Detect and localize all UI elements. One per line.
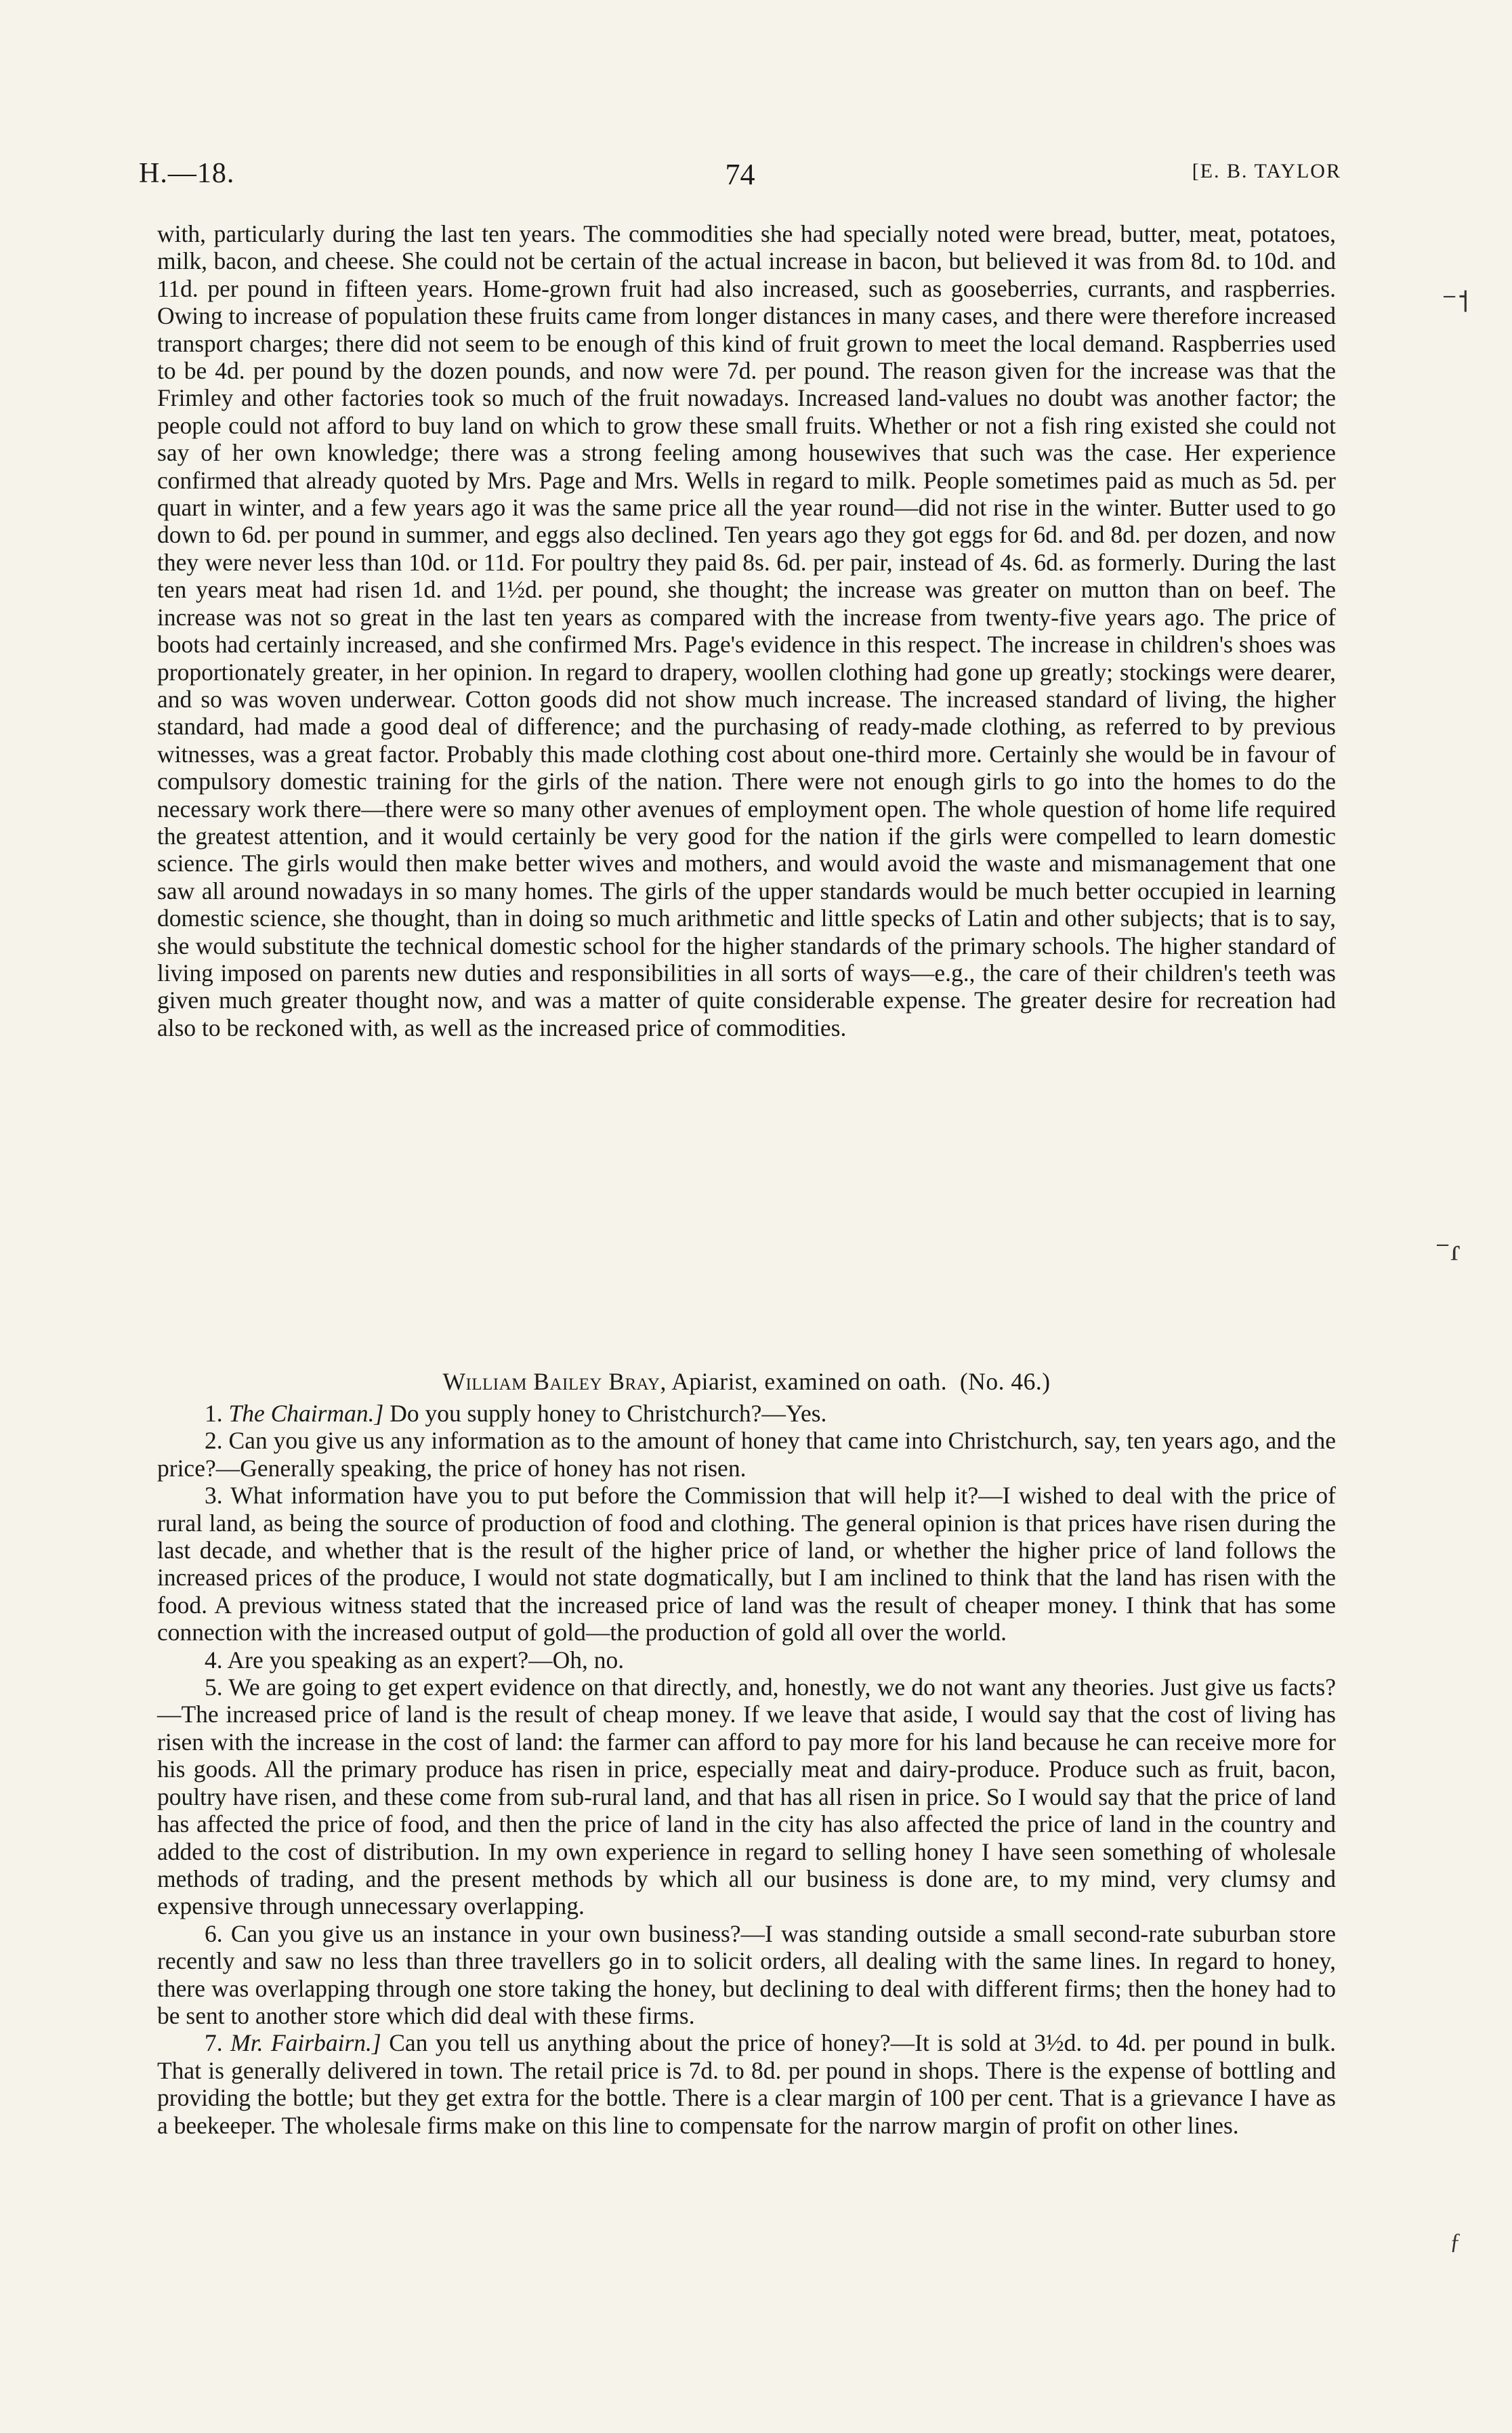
witness-running-head: [E. B. TAYLOR [1192,160,1341,182]
qa-text: Do you supply honey to Christchurch?—Yes. [383,1400,827,1427]
question-number: 2. [205,1427,223,1455]
paper-reference: H.—18. [139,158,235,189]
witness-name: William Bailey Bray [442,1368,660,1395]
witness-description: , Apiarist, examined on oath. [660,1368,948,1395]
question-number: 3. [205,1482,223,1510]
page-header [139,157,1341,198]
intro-paragraph: with, particularly during the last ten years. The commodities she had specially noted were bread, butter, meat, potatoes, milk, bacon, and cheese. She could not be certain of the actual increase in bacon, but believed it was from 8d. to 10d. and 11d. per pound in fifteen years. Home-grown fruit had also increased, such as gooseberries, currants, and raspberries. Owing to increase of population these fruits came from longer distances in many cases, and there were therefore increased transport charges; there did not seem to be enough of this kind of fruit grown to meet the local demand. Raspberries used to be 4d. per pound by the dozen pounds, and now were 7d. per pound. The reason given for the increase was that the Frimley and other factories took so much of the fruit nowadays. Increased land-values no doubt was another factor; the people could not afford to buy land on which to grow these small fruits. Whether or not a fish ring existed she could not say of her own knowledge; there was a strong feeling among housewives that such was the case. Her experience confirmed that already quoted by Mrs. Page and Mrs. Wells in regard to milk. People sometimes paid as much as 5d. per quart in winter, and a few years ago it was the same price all the year round—did not rise in the winter. Butter used to go down to 6d. per pound in summer, and eggs also declined. Ten years ago they got eggs for 6d. and 8d. per dozen, and now they were never less than 10d. or 11d. For poultry they paid 8s. 6d. per pair, instead of 4s. 6d. as formerly. During the last ten years meat had risen 1d. and 1½d. per pound, she thought; the increase was greater on mutton than on beef. The increase was not so great in the last ten years as compared with the increase from twenty-five years ago. The price of boots had certainly increased, and she confirmed Mrs. Page's evidence in this respect. The increase in children's shoes was proportionately greater, in her opinion. In regard to drapery, woollen clothing had gone up greatly; stockings were dearer, and so was woven underwear. Cotton goods did not show much increase. The increased standard of living, the higher standard, had made a good deal of difference; and the purchasing of ready-made clothing, as referred to by previous witnesses, was a great factor. Probably this made clothing cost about one-third more. Certainly she would be in favour of compulsory domestic training for the girls of the nation. There were not enough girls to go into the homes to do the necessary work there—there were so many other avenues of employment open. The whole question of home life required the greatest attention, and it would certainly be very good for the nation if the girls were compelled to learn domestic science. The girls would then make better wives and mothers, and would avoid the waste and mismanagement that one saw all around nowadays in so many homes. The girls of the upper standards would be much better occupied in learning domestic science, she thought, than in doing so much arithmetic and little specks of Latin and other subjects; that is to say, she would substitute the technical domestic school for the higher standards of the primary schools. The higher standard of living imposed on parents new duties and responsibilities in all sorts of ways—e.g., the care of their children's teeth was given much greater thought now, and was a matter of quite considerable expense. The greater desire for recreation had also to be reckoned with, as well as the increased price of commodities. [157,220,1336,1041]
question-number: 7. [205,2029,223,2057]
qa-item [157,1427,1336,1482]
margin-mark: ƒ [1450,2229,1461,2254]
qa-item [157,1920,1336,2030]
qa-text: What information have you to put before the Commission that will help it?—I wished to deal with the price of rural land, as being the source of production of food and clothing. The general opinion is that prices have risen during the last decade, and whether that is the result of the higher price of land, or whether the higher price of land follows the increased prices of the produce, I would not state dogmatically, but I am inclined to think that the land has risen with the food. A previous witness stated that the increased price of land was the result of cheaper money. I think that has some connection with the increased output of gold—the production of gold all over the world. [157,1482,1337,1646]
question-number: 4. [205,1646,223,1673]
qa-item [157,1646,1336,1673]
qa-item [157,1673,1336,1920]
question-answer-section [157,1400,1336,2139]
qa-item [157,1400,1336,1427]
qa-item [157,1482,1336,1646]
margin-mark: ⁻ɾ [1435,1234,1461,1267]
witness-number: (No. 46.) [959,1368,1051,1395]
witness-heading [157,1367,1336,1396]
page-number: 74 [725,158,755,191]
qa-text: We are going to get expert evidence on that directly, and, honestly, we do not want any theories. Just give us facts?—The increased price of land is the result of cheap money. If we leave that aside, I would say that the cost of living has risen with the increase in the cost of land: the farmer can afford to pay more for his land because he can receive more for his goods. All the primary produce has risen in price, especially meat and dairy-produce. Produce such as fruit, bacon, poultry have risen, and these come from sub-rural land, and that has all risen in price. So I would say that the price of land has affected the price of food, and then the price of land in the city has also affected the price of land in the country and added to the cost of distribution. In my own experience in regard to selling honey I have seen something of wholesale methods of trading, and the present methods by which all our business is done are, to my mind, very clumsy and expensive through unnecessary overlapping. [157,1673,1336,1920]
qa-item [157,2029,1336,2139]
intro-paragraph-block [157,220,1336,1041]
question-number: 5. [205,1673,223,1701]
question-number: 1. [205,1400,223,1427]
speaker-name: Mr. Fairbairn.] [230,2029,381,2057]
speaker-name: The Chairman.] [228,1400,384,1427]
question-number: 6. [205,1919,223,1947]
qa-text: Can you tell us anything about the price of honey?—It is sold at 3½d. to 4d. per pound in bulk. That is generally delivered in town. The retail price is 7d. to 8d. per pound in shops. There is the expense of bottling and providing the bottle; but they get extra for the bottle. There is a clear margin of 100 per cent. That is a grievance I have as a beekeeper. The wholesale firms make on this line to compensate for the narrow margin of profit on other lines. [157,2029,1337,2139]
margin-mark: ⁻˦ [1442,285,1469,318]
qa-text: Can you give us an instance in your own business?—I was standing outside a small second-rate suburban store recently and saw no less than three travellers go in to solicit orders, all dealing with the same lines. In regard to honey, there was overlapping through one store taking the honey, but declining to deal with different firms; then the honey had to be sent to another store which did deal with these firms. [157,1919,1337,2029]
qa-text: Can you give us any information as to the amount of honey that came into Christchurch, say, ten years ago, and the price?—Generally speaking, the price of honey has not risen. [157,1427,1336,1482]
qa-text: Are you speaking as an expert?—Oh, no. [227,1646,625,1673]
